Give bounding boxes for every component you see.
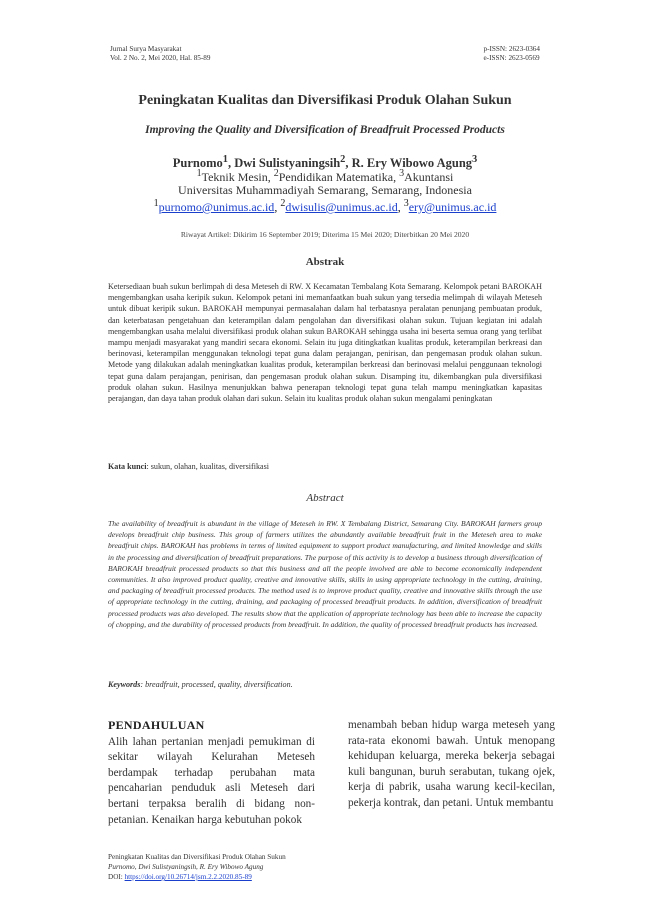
- section-heading: PENDAHULUAN: [108, 718, 205, 732]
- footer-doi: [108, 872, 286, 882]
- keywords-values: : breadfruit, processed, quality, diversification.: [140, 680, 293, 689]
- pissn: p-ISSN: 2623-0364: [483, 45, 540, 53]
- department-name: Teknik Mesin: [201, 170, 268, 184]
- abstract-heading: Abstract: [306, 492, 344, 504]
- department-name: Pendidikan Matematika: [278, 170, 394, 184]
- email-sup: 2: [280, 198, 286, 209]
- keywords: [108, 680, 542, 689]
- email-link[interactable]: purnomo@unimus.ac.id: [158, 200, 275, 214]
- page-footer: [108, 852, 286, 882]
- doi-link[interactable]: https://doi.org/10.26714/jsm.2.2.2020.85-89: [124, 873, 252, 881]
- footer-authors: Purnomo, Dwi Sulistyaningsih, R. Ery Wibowo Agung: [108, 863, 264, 871]
- kata-kunci: [108, 462, 542, 471]
- department-name: Akuntansi: [404, 170, 454, 184]
- department-sup: 1: [196, 168, 202, 179]
- abstrak-heading: Abstrak: [305, 256, 345, 268]
- journal-name: Jurnal Surya Masyarakat: [110, 45, 182, 53]
- author-sup: 2: [340, 154, 346, 165]
- keywords-label: Keywords: [108, 680, 141, 689]
- kata-kunci-label: Kata kunci: [108, 462, 147, 471]
- department-list: $^1$Teknik Mesin, $^2$Pendidikan Matematika, $^3$Akuntansi: [196, 168, 454, 184]
- author-name: R. Ery Wibowo Agung: [351, 156, 473, 171]
- abstract-body: The availability of breadfruit is abundant in the village of Meteseh in RW. X Tembalang District, Semarang City. BAROKAH farmers group develops breadfruit chip business. This group of farmers utilizes the abundantly available breadfruit fruit in the Meteseh area to make breadfruit chips. BAROKAH has problems in terms of limited equipment to support product manufacturing, and limited knowledge and skills in the processing and diversification of breadfruit preparations. The purpose of this activity is to develop a business through diversification of BAROKAH breadfruit processed products so that this business and all the people involved are able to become economically independent communities. It also improved product quality, creative and innovative skills, skills in using appropriate technology in the cutting, draining, and packaging of breadfruit processed products. The method used is to improve product quality, creative and innovative skills through the use of appropriate technology in the cutting, draining, and packaging of processed breadfruit products. In addition, diversification of breadfruit processed products was also developed. The results show that the application of appropriate technology has been able to increase the capacity of chopping, and the durability of processed products from breadfruit. In addition, the quality of processed breadfruit products has increased.: [108, 519, 542, 629]
- university: Universitas Muhammadiyah Semarang, Semarang, Indonesia: [178, 183, 472, 197]
- email-sup: 1: [153, 198, 159, 209]
- email-link[interactable]: dwisulis@unimus.ac.id: [285, 200, 398, 214]
- doi-label: DOI:: [108, 873, 125, 881]
- email-list: $^1$purnomo@unimus.ac.id, $^2$dwisulis@unimus.ac.id, $^3$ery@unimus.ac.id: [153, 198, 497, 214]
- email-sup: 3: [403, 198, 409, 209]
- paper-title: Peningkatan Kualitas dan Diversifikasi Produk Olahan Sukun: [138, 93, 512, 108]
- body-column-right: [348, 718, 555, 812]
- article-history: Riwayat Artikel: Dikirim 16 September 2019; Diterima 15 Mei 2020; Diterbitkan 20 Mei 2020: [180, 230, 470, 239]
- abstrak-body: Ketersediaan buah sukun berlimpah di desa Meteseh di RW. X Kecamatan Tembalang Kota Semarang. Kelompok petani BAROKAH mengembangkan usaha keripik sukun. Kelompok petani ini memanfaatkan buah sukun yang tersedia melimpah di wilayah Meteseh untuk dibuat keripik sukun. BAROKAH mempunyai permasalahan dalam hal terbatasnya peralatan penunjang pembuatan produk, dan keterbatasan pengetahuan dan keterampilan dalam pengolahan dan diversifikasi olahan sukun. Tujuan kegiatan ini adalah mengembangkan usaha melalui diversifikasi produk olahan sukun BAROKAH sehingga usaha ini beserta semua orang yang terlibat mampu menjadi masyarakat yang mandiri secara ekonomi. Selain itu juga ditingkatkan kualitas produk, keterampilan berkreasi dan berinovasi, keterampilan menggunakan teknologi tepat guna dalam perajangan, penirisan, dan pengemasan produk olahan sukun. Metode yang dilakukan adalah meningkatkan kualitas produk, keterampilan berkreasi dan berinovasi melalui penggunaan teknologi tepat guna dalam perajangan, penirisan, dan pengemasan produk olahan sukun. Disamping itu, dikembangkan pula diversifikasi produk olahan sukun. Hasilnya menunjukkan bahwa penerapan teknologi tepat guna telah mampu meningkatkan kapasitas perajangan, dan daya tahan produk olahan dari sukun. Selain itu kualitas produk olahan sukun mengalami peningkatan: [108, 282, 542, 404]
- body-paragraph-right: menambah beban hidup warga meteseh yang rata-rata ekonomi bawah. Untuk menopang kehidupan keluarga, mereka bekerja sebagai kuli bangunan, buruh serabutan, tukang ojek, kerja di pabrik, usaha warung kecil-kecilan, pekerja kontrak, dan petani. Untuk membantu: [348, 719, 555, 809]
- body-column-left: [108, 718, 315, 828]
- journal-header-right: [483, 45, 540, 63]
- author-sup: 3: [472, 154, 478, 165]
- email-link[interactable]: ery@unimus.ac.id: [408, 200, 497, 214]
- journal-volume: Vol. 2 No. 2, Mei 2020, Hal. 85-89: [110, 54, 211, 62]
- paper-title-english: Improving the Quality and Diversification of Breadfruit Processed Products: [145, 124, 505, 136]
- department-sup: 3: [399, 168, 405, 179]
- department-sup: 2: [273, 168, 279, 179]
- body-paragraph-left: Alih lahan pertanian menjadi pemukiman di sekitar wilayah Kelurahan Meteseh berdampak terhadap perubahan mata pencaharian penduduk asli Meteseh dari bertani terpaksa beralih di bidang non-petanian. Kenaikan harga kebutuhan pokok: [108, 735, 315, 826]
- kata-kunci-values: : sukun, olahan, kualitas, diversifikasi: [146, 462, 269, 471]
- author-sup: 1: [222, 154, 228, 165]
- author-name: Dwi Sulistyaningsih: [234, 156, 341, 171]
- footer-title: Peningkatan Kualitas dan Diversifikasi Produk Olahan Sukun: [108, 853, 286, 861]
- eissn: e-ISSN: 2623-0569: [483, 54, 540, 62]
- author-list: Purnomo$^1$, Dwi Sulistyaningsih$^2$, R. Ery Wibowo Agung$^3$: [172, 154, 478, 171]
- author-name: Purnomo: [172, 156, 223, 171]
- journal-header-left: [110, 45, 211, 63]
